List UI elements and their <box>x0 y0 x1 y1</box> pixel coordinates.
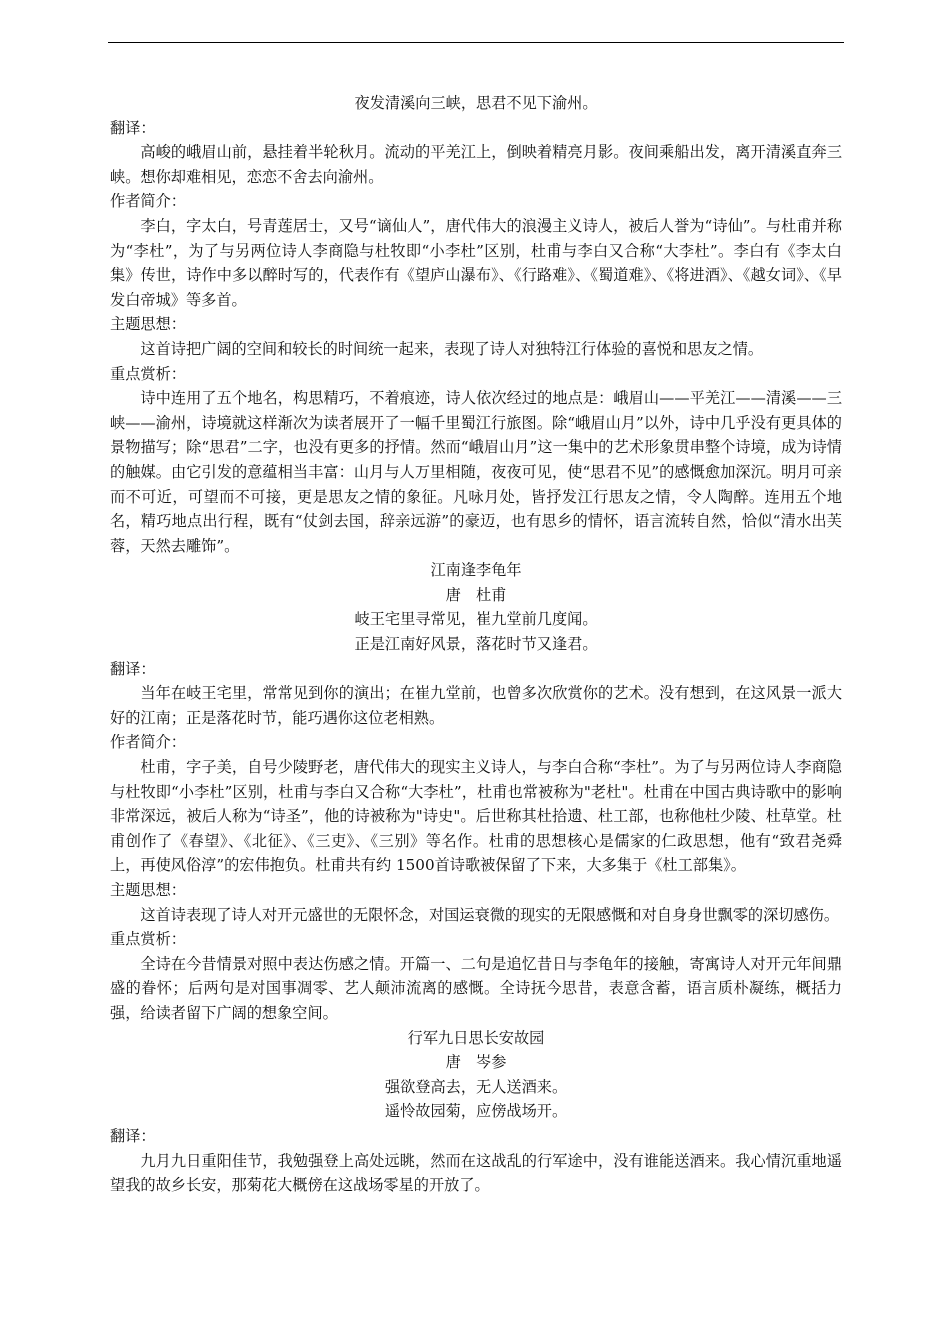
theme-label: 主题思想： <box>110 315 186 334</box>
poem2-author-intro: 杜甫，字子美，自号少陵野老，唐代伟大的现实主义诗人，与李白合称“李杜”。为了与另两位诗人李商隐与杜牧即“小李杜”区别，杜甫与李白又合称“大李杜”，杜甫也常被称为"老杜"。杜甫在中国古典诗歌中的影响非常深远，被后人称为“诗圣”，他的诗被称为"诗史"。后世称其杜拾遗、杜工部，也称他杜少陵、杜草堂。杜甫创作了《春望》、《北征》、《三吏》、《三别》等名作。杜甫的思想核心是儒家的仁政思想，他有“致君尧舜上，再使风俗淳”的宏伟抱负。杜甫共有约 1500首诗歌被保留了下来，大多集于《杜工部集》。 <box>110 758 842 875</box>
poem2-appreciation: 全诗在今昔情景对照中表达伤感之情。开篇一、二句是追忆昔日与李龟年的接触，寄寓诗人对开元年间鼎盛的眷怀；后两句是对国事凋零、艺人颠沛流离的感慨。全诗抚今思昔，表意含蓄，语言质朴凝练，概括力强，给读者留下广阔的想象空间。 <box>110 954 842 1022</box>
poem3-line-2: 遥怜故园菊，应傍战场开。 <box>384 1102 568 1121</box>
theme-label: 主题思想： <box>110 881 186 899</box>
poem1-author-intro: 李白，字太白，号青莲居士，又号“谪仙人”，唐代伟大的浪漫主义诗人，被后人誉为“诗仙”。与杜甫并称为“李杜”，为了与另两位诗人李商隐与杜牧即“小李杜”区别，杜甫与李白又合称“大李杜”。李白有《李太白集》传世，诗作中多以醉时写的，代表作有《望庐山瀑布》、《行路难》、《蜀道难》、《将进酒》、《越女词》、《早发白帝城》等多首。 <box>110 216 842 309</box>
poem1-translation: 高峻的峨眉山前，悬挂着半轮秋月。流动的平羌江上，倒映着精亮月影。夜间乘船出发，离开清溪直奔三峡。想你却难相见，恋恋不舍去向渝州。 <box>110 143 842 186</box>
author-label: 作者简介： <box>110 192 186 211</box>
author-label: 作者简介： <box>110 733 186 752</box>
poem2-translation: 当年在岐王宅里，常常见到你的演出；在崔九堂前，也曾多次欣赏你的艺术。没有想到，在这风景一派大好的江南；正是落花时节，能巧遇你这位老相熟。 <box>110 684 842 727</box>
translation-label: 翻译： <box>110 1126 156 1145</box>
header-rule <box>108 42 844 43</box>
poem2-title: 江南逢李龟年 <box>430 561 522 580</box>
poem1-appreciation: 诗中连用了五个地名，构思精巧，不着痕迹，诗人依次经过的地点是：峨眉山——平羌江——清溪——三峡——渝州，诗境就这样渐次为读者展开了一幅千里蜀江行旅图。除“峨眉山月”以外，诗中几乎没有更具体的景物描写；除“思君”二字，也没有更多的抒情。然而“峨眉山月”这一集中的艺术形象贯串整个诗境，成为诗情的触媒。由它引发的意蕴相当丰富：山月与人万里相随，夜夜可见，使“思君不见”的感慨愈加深沉。明月可亲而不可近，可望而不可接，更是思友之情的象征。凡咏月处，皆抒发江行思友之情，令人陶醉。连用五个地名，精巧地点出行程，既有“仗剑去国，辞亲远游”的豪迈，也有思乡的情怀，语言流转自然，恰似“清水出芙蓉，天然去雕饰”。 <box>110 389 842 555</box>
poem2-line-1: 岐王宅里寻常见，崔九堂前几度闻。 <box>354 610 598 629</box>
poem3-translation: 九月九日重阳佳节，我勉强登上高处远眺，然而在这战乱的行军途中，没有谁能送酒来。我心情沉重地遥望我的故乡长安，那菊花大概傍在这战场零星的开放了。 <box>110 1151 842 1195</box>
poem3-title: 行军九日思长安故园 <box>407 1028 545 1047</box>
translation-label: 翻译： <box>110 659 156 678</box>
poem2-line-2: 正是江南好风景，落花时节又逢君。 <box>354 635 598 654</box>
poem1-last-line: 夜发清溪向三峡，思君不见下渝州。 <box>354 94 598 112</box>
appreciation-label: 重点赏析： <box>110 364 186 383</box>
poem2-theme: 这首诗表现了诗人对开元盛世的无限怀念，对国运衰微的现实的无限感慨和对自身身世飘零的深切感伤。 <box>140 905 840 924</box>
translation-label: 翻译： <box>110 118 156 137</box>
poem2-author-line: 唐 杜甫 <box>445 585 507 604</box>
document-body <box>110 91 842 1198</box>
poem1-theme: 这首诗把广阔的空间和较长的时间统一起来，表现了诗人对独特江行体验的喜悦和思友之情。 <box>140 339 764 358</box>
poem3-line-1: 强欲登高去，无人送酒来。 <box>384 1077 568 1096</box>
appreciation-label: 重点赏析： <box>110 930 186 949</box>
poem3-author-line: 唐 岑参 <box>445 1053 507 1072</box>
